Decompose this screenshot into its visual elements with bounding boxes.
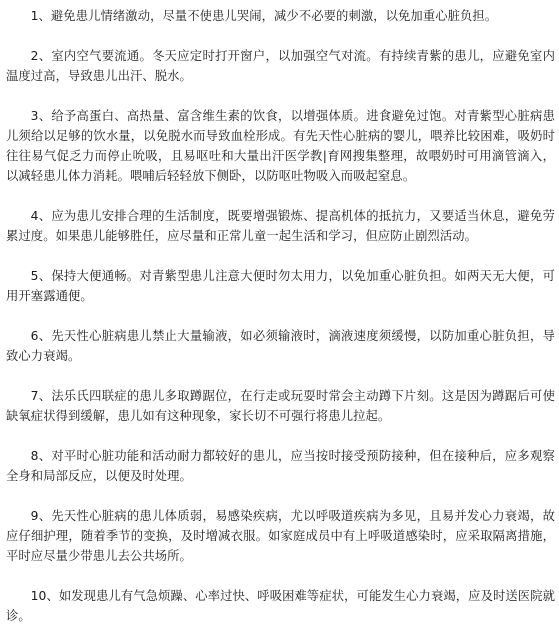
paragraph-4: 4、应为患儿安排合理的生活制度，既要增强锻炼、提高机体的抵抗力，又要适当休息，避免劳累过度。如果患儿能够胜任，应尽量和正常儿童一起生活和学习，但应防止剧烈活动。 [6, 209, 555, 243]
paragraph-5: 5、保持大便通畅。对青紫型患儿注意大便时勿太用力，以免加重心脏负担。如两天无大便，可用开塞露通便。 [6, 269, 555, 303]
paragraph-3: 3、给予高蛋白、高热量、富含维生素的饮食，以增强体质。进食避免过饱。对青紫型心脏病患儿须给以足够的饮水量，以免脱水而导致血栓形成。有先天性心脏病的婴儿，喂养比较困难，吸奶时往往易气促乏力而停止吮吸，且易呕吐和大量出汗医学教|育网搜集整理，故喂奶时可用滴管滴入，以减轻患儿体力消耗。喂哺后轻轻放下侧卧，以防呕吐物吸入而吸起窒息。 [6, 109, 555, 183]
paragraph-10: 10、如发现患儿有气急烦躁、心率过快、呼吸困难等症状，可能发生心力衰竭，应及时送医院就诊。 [6, 589, 555, 623]
paragraph-1: 1、避免患儿情绪激动，尽量不使患儿哭闹，减少不必要的刺激，以免加重心脏负担。 [30, 9, 498, 23]
paragraph-9: 9、先天性心脏病的患儿体质弱，易感染疾病，尤以呼吸道疾病为多见，且易并发心力衰竭，故应仔细护理，随着季节的变换，及时增减衣服。如家庭成员中有上呼吸道感染时，应采取隔离措施，平时应尽量少带患儿去公共场所。 [6, 509, 555, 563]
paragraph-6: 6、先天性心脏病患儿禁止大量输液，如必须输液时，滴液速度须缓慢，以防加重心脏负担，导致心力衰竭。 [6, 329, 555, 363]
paragraph-2: 2、室内空气要流通。冬天应定时打开窗户，以加强空气对流。有持续青紫的患儿，应避免室内温度过高，导致患儿出汗、脱水。 [6, 49, 555, 83]
paragraph-7: 7、法乐氏四联症的患儿多取蹲踞位，在行走或玩耍时常会主动蹲下片刻。这是因为蹲踞后可使缺氧症状得到缓解，患儿如有这种现象，家长切不可强行将患儿拉起。 [6, 389, 555, 423]
paragraph-8: 8、对平时心脏功能和活动耐力都较好的患儿，应当按时接受预防接种，但在接种后，应多观察全身和局部反应，以便及时处理。 [6, 449, 555, 483]
